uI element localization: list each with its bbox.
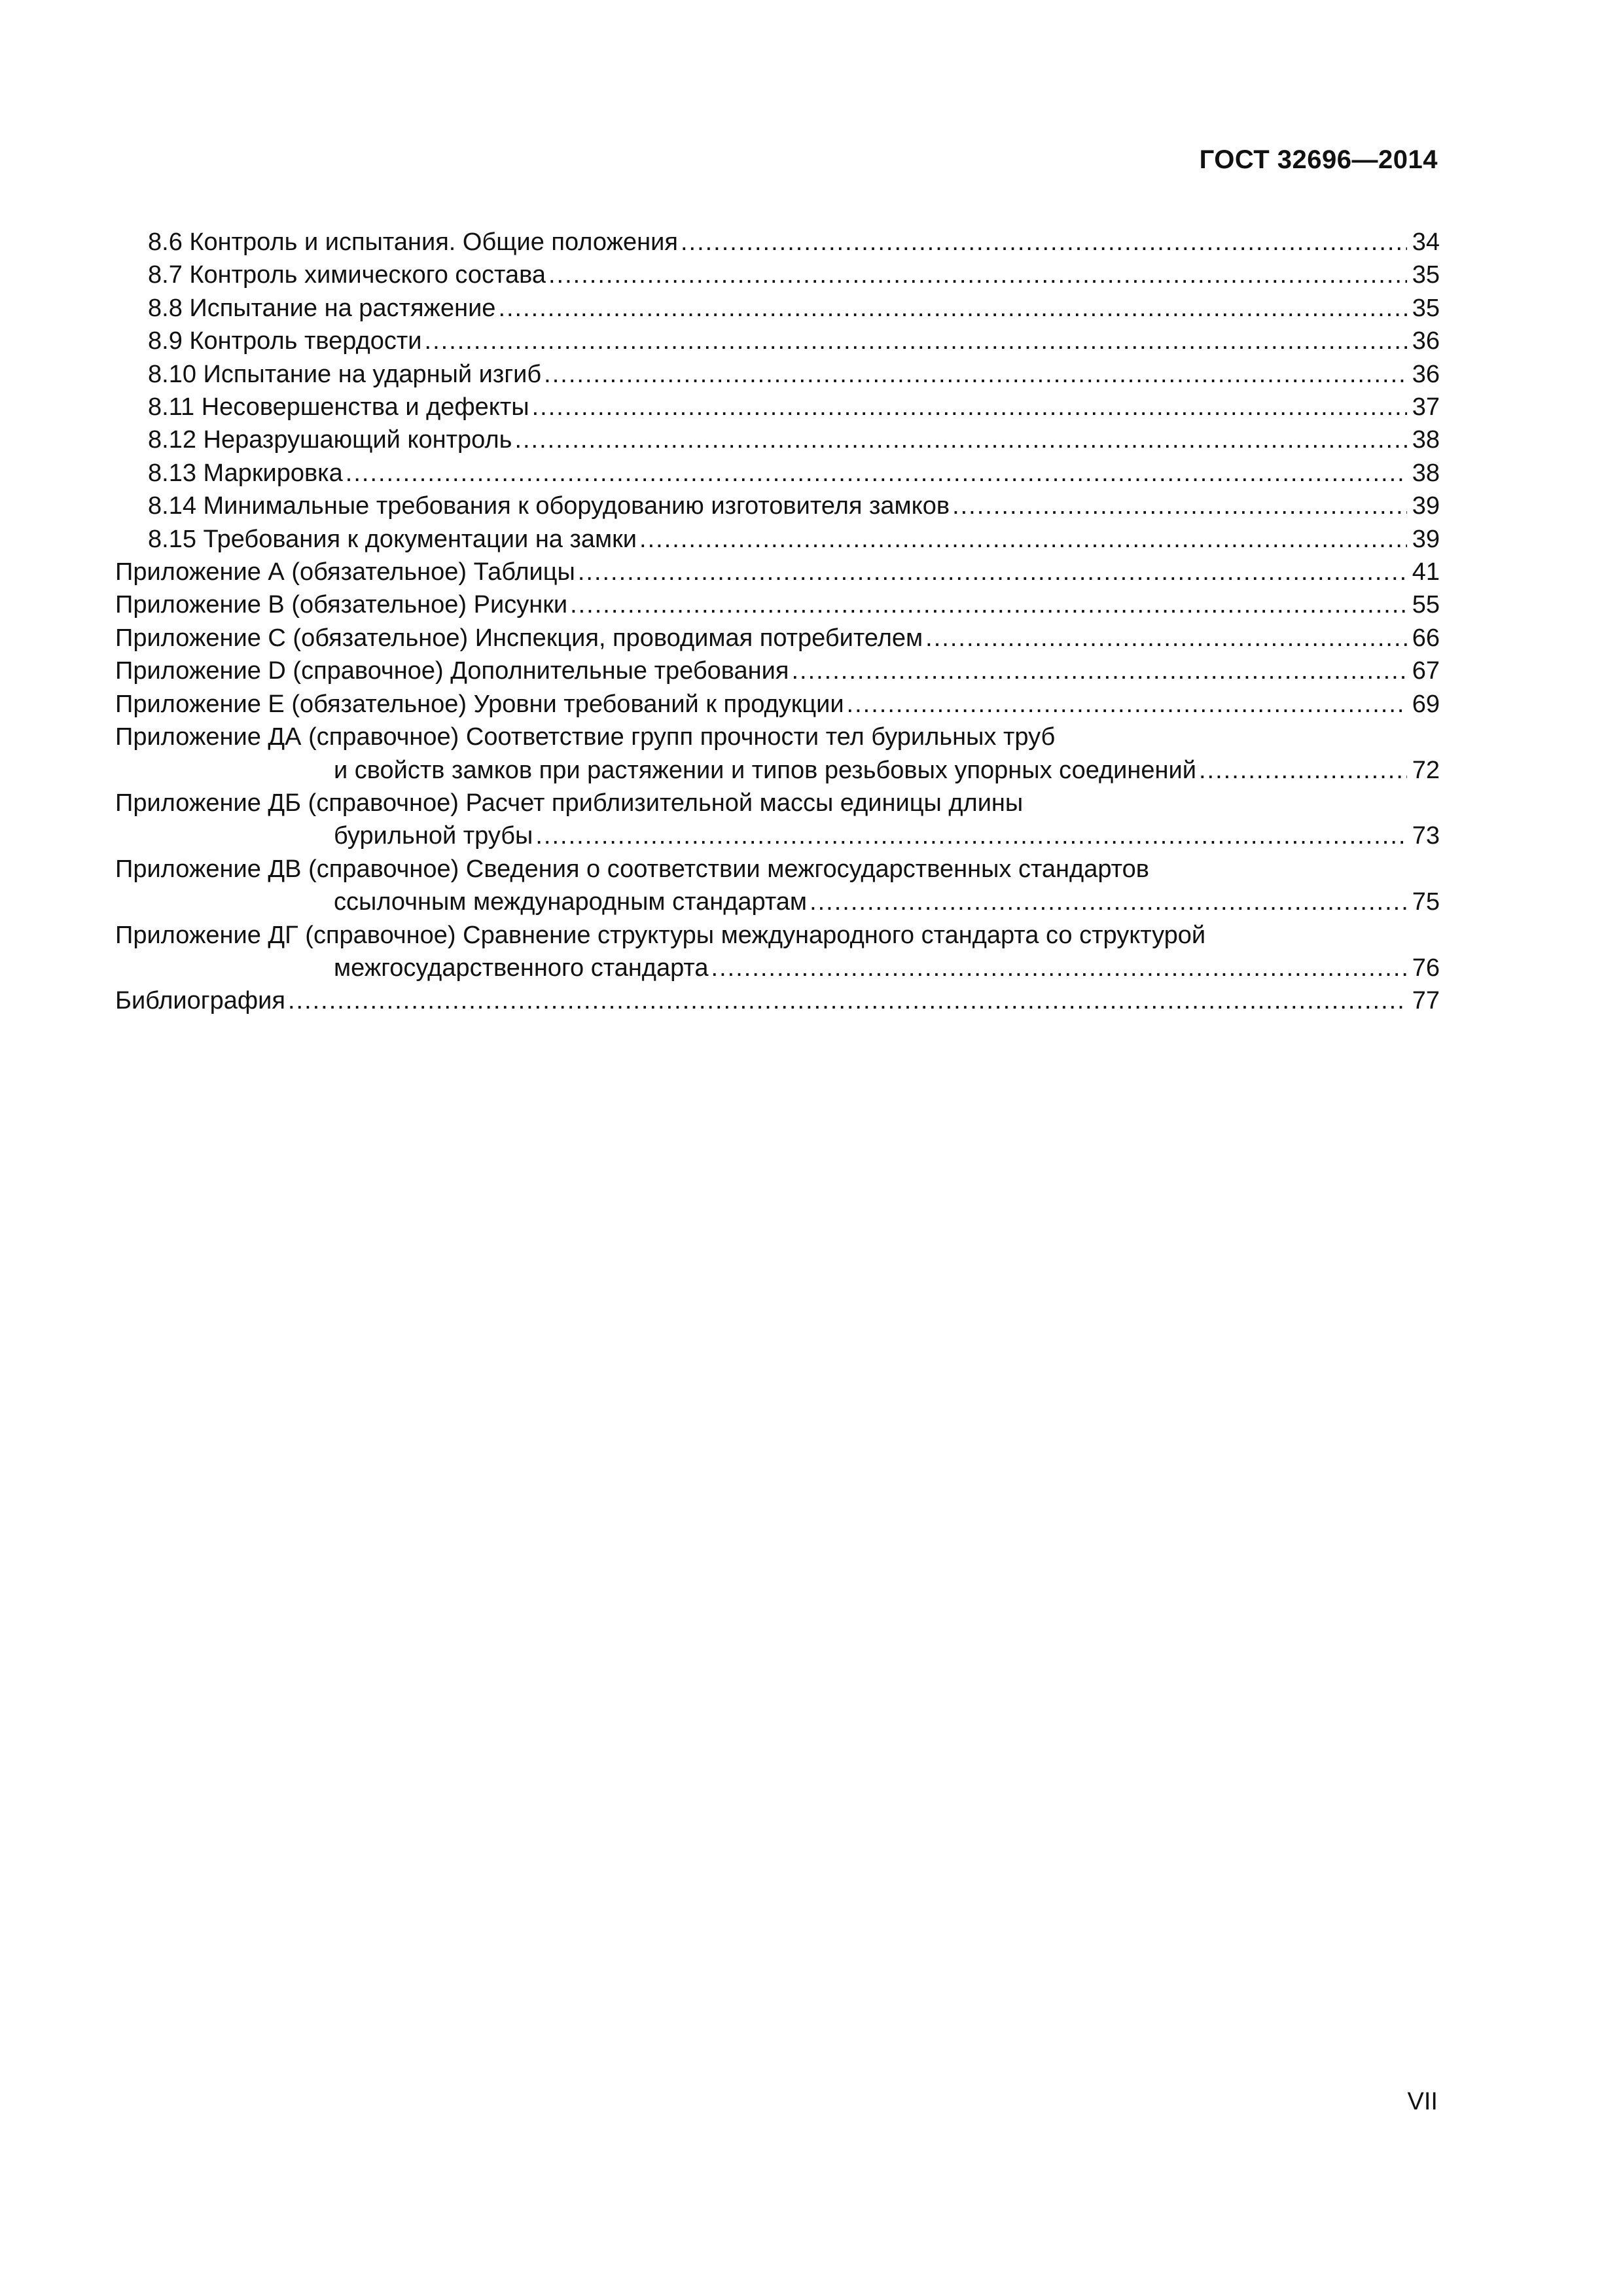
toc-entry-title: 8.10 Испытание на ударный изгиб: [148, 360, 542, 388]
toc-entry: [115, 919, 1440, 985]
toc-leader-dots: [532, 391, 1407, 423]
toc-entry-title: Приложение ДВ (справочное) Сведения о соответствии межгосударственных стандартов: [115, 855, 1149, 883]
toc-entry: [115, 622, 1440, 655]
toc-page-number: 39: [1412, 525, 1440, 553]
toc-entry-title: 8.9 Контроль твердости: [148, 327, 422, 355]
toc-line-continuation: [115, 754, 1440, 787]
toc-entry: [115, 655, 1440, 687]
toc-line: [115, 984, 1440, 1017]
toc-line: [115, 853, 1440, 886]
toc-line: [115, 688, 1440, 721]
toc-entry-title: 8.11 Несовершенства и дефекты: [148, 393, 529, 422]
toc-leader-dots: [346, 457, 1407, 490]
toc-entry: [115, 391, 1440, 423]
toc-entry: [115, 490, 1440, 522]
toc-entry-title: ссылочным международным стандартам: [334, 888, 808, 916]
toc-entry: [115, 523, 1440, 556]
toc-leader-dots: [570, 588, 1407, 621]
toc-page-number: 55: [1412, 591, 1440, 619]
toc-page-number: 36: [1412, 327, 1440, 355]
toc-line: [115, 259, 1440, 291]
toc-line: [115, 226, 1440, 259]
toc-leader-dots: [498, 292, 1407, 325]
toc-entry-title: 8.12 Неразрушающий контроль: [148, 426, 512, 454]
toc-entry: [115, 721, 1440, 787]
toc-page-number: 35: [1412, 261, 1440, 289]
toc-entry: [115, 226, 1440, 259]
toc-entry-title: и свойств замков при растяжении и типов резьбовых упорных соединений: [334, 756, 1196, 784]
toc-line: [115, 358, 1440, 391]
toc-leader-dots: [711, 952, 1407, 984]
document-number: ГОСТ 32696—2014: [1199, 145, 1438, 174]
toc-entry: [115, 588, 1440, 621]
toc-leader-dots: [548, 259, 1407, 291]
toc-page-number: 37: [1412, 393, 1440, 422]
toc-line: [115, 523, 1440, 556]
toc-entry-title: бурильной трубы: [334, 822, 533, 850]
toc-line: [115, 391, 1440, 423]
toc-page-number: 38: [1412, 459, 1440, 487]
toc-entry-title: 8.14 Минимальные требования к оборудованию изготовителя замков: [148, 492, 950, 520]
toc-line: [115, 622, 1440, 655]
toc-page-number: 35: [1412, 294, 1440, 322]
toc-leader-dots: [578, 556, 1407, 588]
toc-page-number: 36: [1412, 360, 1440, 388]
toc-line: [115, 655, 1440, 687]
toc-entry-title: 8.15 Требования к документации на замки: [148, 525, 637, 553]
toc-leader-dots: [425, 325, 1407, 357]
toc-line-continuation: [115, 819, 1440, 852]
toc-line: [115, 490, 1440, 522]
toc-entry: [115, 688, 1440, 721]
toc-page-number: 67: [1412, 657, 1440, 685]
toc-entry-title: Приложение D (справочное) Дополнительные требования: [115, 657, 789, 685]
toc-leader-dots: [681, 226, 1407, 259]
toc-entry: [115, 423, 1440, 456]
toc-line: [115, 423, 1440, 456]
toc-line: [115, 787, 1440, 819]
toc-page-number: 75: [1412, 888, 1440, 916]
toc-line-continuation: [115, 886, 1440, 918]
toc-leader-dots: [791, 655, 1407, 687]
toc-page-number: 76: [1412, 954, 1440, 982]
toc-entry: [115, 457, 1440, 490]
toc-line: [115, 556, 1440, 588]
toc-page-number: 38: [1412, 426, 1440, 454]
toc-entry-title: 8.13 Маркировка: [148, 459, 343, 487]
toc-page-number: 66: [1412, 624, 1440, 652]
toc-entry: [115, 853, 1440, 919]
toc-entry-title: Библиография: [115, 987, 285, 1015]
toc-line: [115, 721, 1440, 753]
toc-leader-dots: [639, 523, 1407, 556]
page-number: VII: [1407, 2088, 1438, 2115]
toc-page-number: 41: [1412, 558, 1440, 586]
toc-leader-dots: [925, 622, 1407, 655]
toc-leader-dots: [288, 984, 1407, 1017]
toc-entry: [115, 325, 1440, 357]
toc-entry: [115, 787, 1440, 853]
toc-entry-title: Приложение В (обязательное) Рисунки: [115, 591, 568, 619]
toc-entry-title: Приложение Е (обязательное) Уровни требований к продукции: [115, 690, 844, 718]
toc-line: [115, 292, 1440, 325]
toc-entry-title: 8.6 Контроль и испытания. Общие положения: [148, 228, 678, 256]
toc-entry-title: 8.8 Испытание на растяжение: [148, 294, 496, 322]
toc-entry-title: Приложение А (обязательное) Таблицы: [115, 558, 575, 586]
toc-page-number: 39: [1412, 492, 1440, 520]
toc-leader-dots: [810, 886, 1407, 918]
toc-page-number: 69: [1412, 690, 1440, 718]
toc-page-number: 72: [1412, 756, 1440, 784]
toc-leader-dots: [535, 819, 1407, 852]
toc-leader-dots: [952, 490, 1407, 522]
toc-leader-dots: [847, 688, 1407, 721]
toc-entry: [115, 358, 1440, 391]
toc-leader-dots: [514, 423, 1407, 456]
toc-entry: [115, 984, 1440, 1017]
toc-entry: [115, 556, 1440, 588]
toc-leader-dots: [1199, 754, 1407, 787]
toc-entry: [115, 292, 1440, 325]
toc-leader-dots: [544, 358, 1407, 391]
toc-line-continuation: [115, 952, 1440, 984]
toc-entry-title: межгосударственного стандарта: [334, 954, 709, 982]
table-of-contents: [115, 226, 1440, 1018]
toc-entry-title: Приложение ДА (справочное) Соответствие групп прочности тел бурильных труб: [115, 723, 1056, 751]
toc-line: [115, 457, 1440, 490]
toc-entry-title: 8.7 Контроль химического состава: [148, 261, 546, 289]
toc-page-number: 34: [1412, 228, 1440, 256]
toc-page-number: 77: [1412, 987, 1440, 1015]
toc-entry: [115, 259, 1440, 291]
toc-page-number: 73: [1412, 822, 1440, 850]
toc-entry-title: Приложение ДБ (справочное) Расчет приблизительной массы единицы длины: [115, 789, 1024, 817]
toc-entry-title: Приложение С (обязательное) Инспекция, проводимая потребителем: [115, 624, 923, 652]
toc-line: [115, 325, 1440, 357]
toc-line: [115, 919, 1440, 952]
toc-line: [115, 588, 1440, 621]
toc-entry-title: Приложение ДГ (справочное) Сравнение структуры международного стандарта со структурой: [115, 921, 1206, 949]
